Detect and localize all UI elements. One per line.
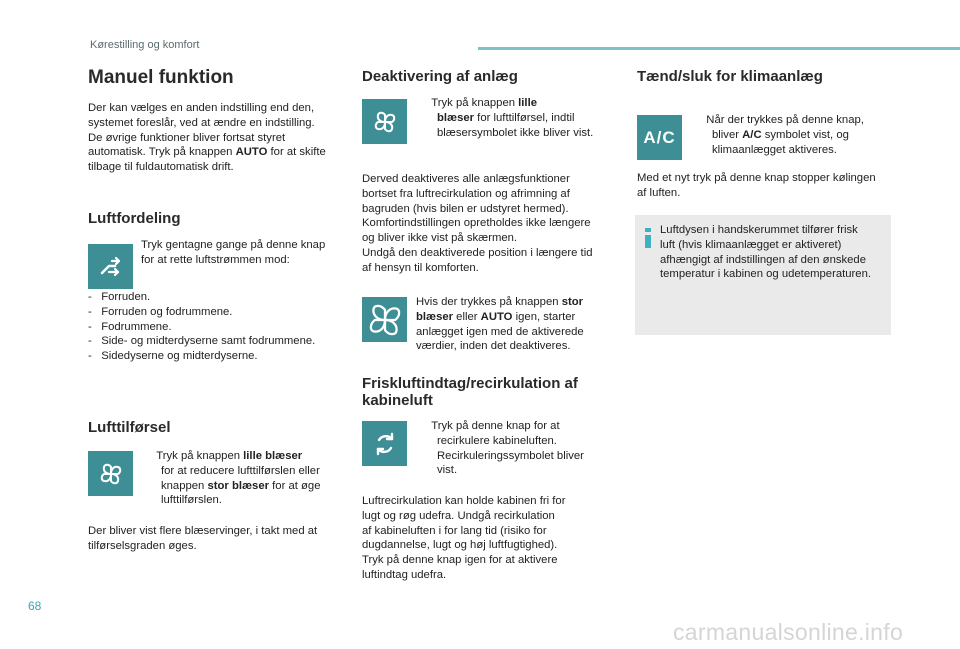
watermark: carmanualsonline.info (673, 619, 904, 645)
deactivation-text: Derved deaktiveres alle anlægsfunktioner bortset fra luftrecirkulation og afrimning af bagruden (hvis bilen er udstyret hermed). Komfortindstillingen opretholdes ikke længere og bliver ikke vist på skærmen. Undgå den deaktiverede position i længere tid af hensyn til komforten. (362, 173, 593, 274)
list-item: - Fodrummene. (88, 320, 172, 333)
deactivation-title: Deaktivering af anlæg (362, 68, 518, 85)
manual-function-text: Der kan vælges en anden indstilling end den, systemet foreslår, ved at ændre en indstilling. De øvrige funktioner bliver fortsat styret automatisk. Tryk på knappen AUTO for at skifte tilbage til fuldautomatisk drift. (88, 102, 326, 174)
large-fan-icon (362, 297, 407, 342)
info-icon (643, 228, 653, 246)
ac-icon: A/C (637, 115, 682, 160)
deactivation-instruction: Tryk på knappen lille blæser for lufttilførsel, indtil blæsersymbolet ikke bliver vist. (431, 97, 594, 139)
recirculation-text: Luftrecirkulation kan holde kabinen fri for lugt og røg udefra. Undgå recirkulation af kabineluften i for lang tid (risiko for dugdannelse, lugt og høj luftfugtighed). Tryk på denne knap igen for at aktivere luftindtag udefra. (362, 495, 566, 581)
ac-title: Tænd/sluk for klimaanlæg (637, 68, 823, 85)
air-supply-note: Der bliver vist flere blæservinger, i takt med at tilførselsgraden øges. (88, 525, 318, 552)
recirculation-title: Friskluftindtag/recirkulation af kabineluft (362, 375, 578, 409)
reactivation-text: Hvis der trykkes på knappen stor blæser eller AUTO igen, starter anlægget igen med de aktiverede værdier, inden det deaktiveres. (416, 296, 584, 353)
fan-icon (88, 451, 133, 496)
ac-instruction: Når der trykkes på denne knap, bliver A/C symbolet vist, og klimaanlægget aktiveres. (706, 114, 864, 156)
list-item: - Sidedyserne og midterdyserne. (88, 350, 258, 363)
section-header: Kørestilling og komfort (90, 39, 200, 51)
list-item: - Forruden og fodrummene. (88, 305, 233, 318)
manual-function-title: Manuel funktion (88, 67, 234, 88)
list-item: - Side- og midterdyserne samt fodrummene. (88, 335, 316, 348)
page-number: 68 (28, 599, 42, 613)
air-distribution-title: Luftfordeling (88, 210, 181, 227)
air-distribution-list (88, 290, 315, 364)
ac-text: Med et nyt tryk på denne knap stopper kølingen af luften. (637, 172, 876, 199)
air-distribution-icon (88, 244, 133, 289)
recirculation-instruction: Tryk på denne knap for at recirkulere kabineluften. Recirkuleringssymbolet bliver vist. (431, 420, 584, 477)
air-distribution-instruction: Tryk gentagne gange på denne knap for at rette luftstrømmen mod: (141, 239, 326, 266)
small-fan-icon (362, 99, 407, 144)
info-note-text: Luftdysen i handskerummet tilfører frisk luft (hvis klimaanlægget er aktiveret) afhængigt af indstillingen af den ønskede temperatur i kabinen og udetemperaturen. (660, 224, 872, 281)
air-supply-title: Lufttilførsel (88, 419, 171, 436)
header-rule (478, 47, 960, 50)
air-supply-text: Tryk på knappen lille blæser for at reducere lufttilførslen eller knappen stor blæser for at øge lufttilførslen. (156, 450, 321, 507)
recirculation-icon (362, 421, 407, 466)
list-item: - Forruden. (88, 291, 151, 303)
